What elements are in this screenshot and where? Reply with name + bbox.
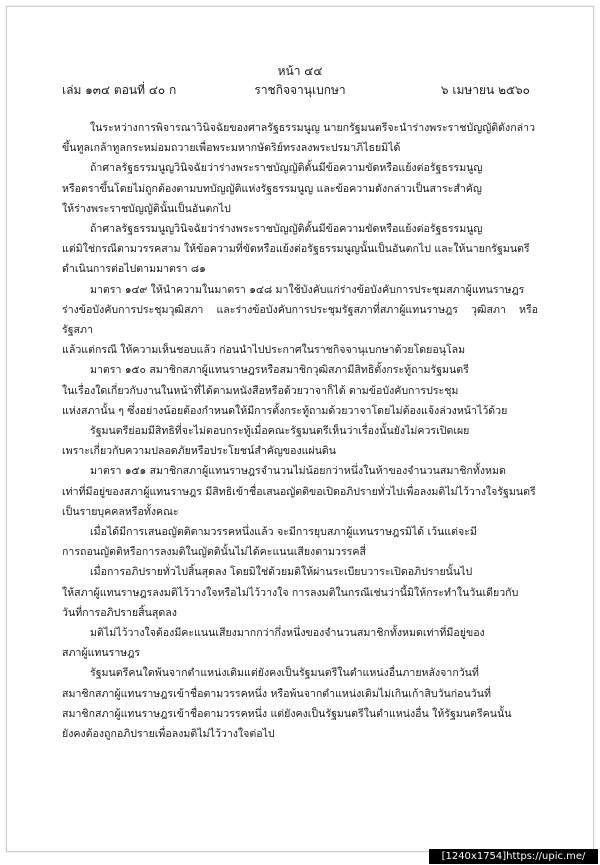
text-line: ในระหว่างการพิจารณาวินิจฉัยของศาลรัฐธรรมนูญ นายกรัฐมนตรีจะนำร่างพระราชบัญญัติดังกล่าว [90, 122, 536, 134]
text-line: เมื่อการอภิปรายทั่วไปสิ้นสุดลง โดยมิใช่ด้วยมติให้ผ่านระเบียบวาระเปิดอภิปรายนั้นไป [90, 566, 473, 579]
text-line: ขึ้นทูลเกล้าทูลกระหม่อมถวายเพื่อพระมหากษัตริย์ทรงลงพระปรมาภิไธยมิได้ [62, 142, 401, 155]
text-line: เป็นรายบุคคลหรือทั้งคณะ [62, 505, 179, 518]
text-line: แต่มิใช่กรณีตามวรรคสาม ให้ข้อความที่ขัดหรือแย้งต่อรัฐธรรมนูญนั้นเป็นอันตกไป และให้นายกรัฐมนตรี [62, 243, 530, 256]
text-line: มาตรา ๑๕๑ สมาชิกสภาผู้แทนราษฎรจำนวนไม่น้อยกว่าหนึ่งในห้าของจำนวนสมาชิกทั้งหมด [90, 465, 506, 478]
text-line: เท่าที่มีอยู่ของสภาผู้แทนราษฎร มีสิทธิเข้าชื่อเสนอญัตติขอเปิดอภิปรายทั่วไปเพื่อลงมติไม่ไว้วางใจรัฐมนตรี [62, 485, 536, 498]
text-line: มาตรา ๑๔๙ ให้นำความในมาตรา ๑๔๘ มาใช้บังคับแก่ร่างข้อบังคับการประชุมสภาผู้แทนราษฎร [90, 283, 525, 296]
text-line: ร่างข้อบังคับการประชุมวุฒิสภา และร่างข้อบังคับการประชุมรัฐสภาที่สภาผู้แทนราษฎร วุฒิสภา หรือรัฐสภา [62, 303, 538, 337]
text-line: เมื่อได้มีการเสนอญัตติตามวรรคหนึ่งแล้ว จะมีการยุบสภาผู้แทนราษฎรมิได้ เว้นแต่จะมี [90, 526, 477, 539]
text-line: แห่งสภานั้น ๆ ซึ่งอย่างน้อยต้องกำหนดให้มีการตั้งกระทู้ถามด้วยวาจาโดยไม่ต้องแจ้งล่วงหน้าไว้ด้วย [62, 404, 508, 417]
text-line: วันที่การอภิปรายสิ้นสุดลง [62, 606, 177, 619]
text-line: ถ้าศาลรัฐธรรมนูญวินิจฉัยว่าร่างพระราชบัญญัติตั้นมีข้อความขัดหรือแย้งต่อรัฐธรรมนูญ [90, 162, 483, 175]
text-line: รัฐมนตรีย่อมมีสิทธิที่จะไม่ตอบกระทู้เมื่อคณะรัฐมนตรีเห็นว่าเรื่องนั้นยังไม่ควรเปิดเผย [90, 425, 470, 438]
text-line: มติไม่ไว้วางใจต้องมีคะแนนเสียงมากกว่ากึ่งหนึ่งของจำนวนสมาชิกทั้งหมดเท่าที่มีอยู่ของ [90, 627, 485, 640]
text-line: สมาชิกสภาผู้แทนราษฎรเข้าชื่อตามวรรคหนึ่ง หรือพ้นจากตำแหน่งเดิมไม่เกินเก้าสิบวันก่อนวันที่ [62, 687, 491, 700]
text-line: สภาผู้แทนราษฎร [62, 647, 141, 660]
document-body [62, 118, 538, 744]
publication-title: ราชกิจจานุเบกษา [254, 83, 346, 97]
text-line: ดำเนินการต่อไปตามมาตรา ๘๑ [62, 263, 206, 276]
image-host-badge: [1240x1754]https://upic.me/ [429, 849, 598, 864]
text-line: ถ้าศาลรัฐธรรมนูญวินิจฉัยว่าร่างพระราชบัญญัติตั้นมีข้อความขัดหรือแย้งต่อรัฐธรรมนูญ [90, 223, 483, 236]
text-line: ในเรื่องใดเกี่ยวกับงานในหน้าที่ได้ตามหนังสือหรือด้วยวาจาก็ได้ ตามข้อบังคับการประชุม [62, 384, 459, 397]
volume-issue: เล่ม ๑๓๔ ตอนที่ ๔๐ ก [62, 83, 177, 97]
text-line: ยังคงต้องถูกอภิปรายเพื่อลงมติไม่ไว้วางใจต่อไป [62, 728, 275, 741]
text-line: ให้ร่างพระราชบัญญัตินั้นเป็นอันตกไป [62, 202, 231, 215]
text-line: มาตรา ๑๕๐ สมาชิกสภาผู้แทนราษฎรหรือสมาชิกวุฒิสภามีสิทธิตั้งกระทู้ถามรัฐมนตรี [90, 364, 469, 377]
text-line: สมาชิกสภาผู้แทนราษฎรเข้าชื่อตามวรรคหนึ่ง แต่ยังคงเป็นรัฐมนตรีในตำแหน่งอื่น ให้รัฐมนตรีคนนั้น [62, 707, 512, 720]
page-number: หน้า ๔๔ [277, 64, 323, 78]
text-line: รัฐมนตรีคนใดพ้นจากตำแหน่งเดิมแต่ยังคงเป็นรัฐมนตรีในตำแหน่งอื่นภายหลังจากวันที่ [90, 667, 479, 680]
text-line: แล้วแต่กรณี ให้ความเห็นชอบแล้ว ก่อนนำไปประกาศในราชกิจจานุเบกษาด้วยโดยอนุโลม [62, 344, 466, 357]
text-line: การถอนญัตติหรือการลงมติในญัตตินั้นไม่ได้คะแนนเสียงตามวรรคสี่ [62, 546, 366, 559]
text-line: ให้สภาผู้แทนราษฎรลงมติไว้วางใจหรือไม่ไว้วางใจ การลงมติในกรณีเช่นว่านี้มิให้กระทำในวันเดียวกับ [62, 586, 519, 599]
text-line: หรือตราขึ้นโดยไม่ถูกต้องตามบทบัญญัติแห่งรัฐธรรมนูญ และข้อความดังกล่าวเป็นสาระสำคัญ [62, 182, 482, 195]
text-line: เพราะเกี่ยวกับความปลอดภัยหรือประโยชน์สำคัญของแผ่นดิน [62, 445, 337, 458]
publication-date: ๖ เมษายน ๒๕๖๐ [440, 83, 530, 97]
